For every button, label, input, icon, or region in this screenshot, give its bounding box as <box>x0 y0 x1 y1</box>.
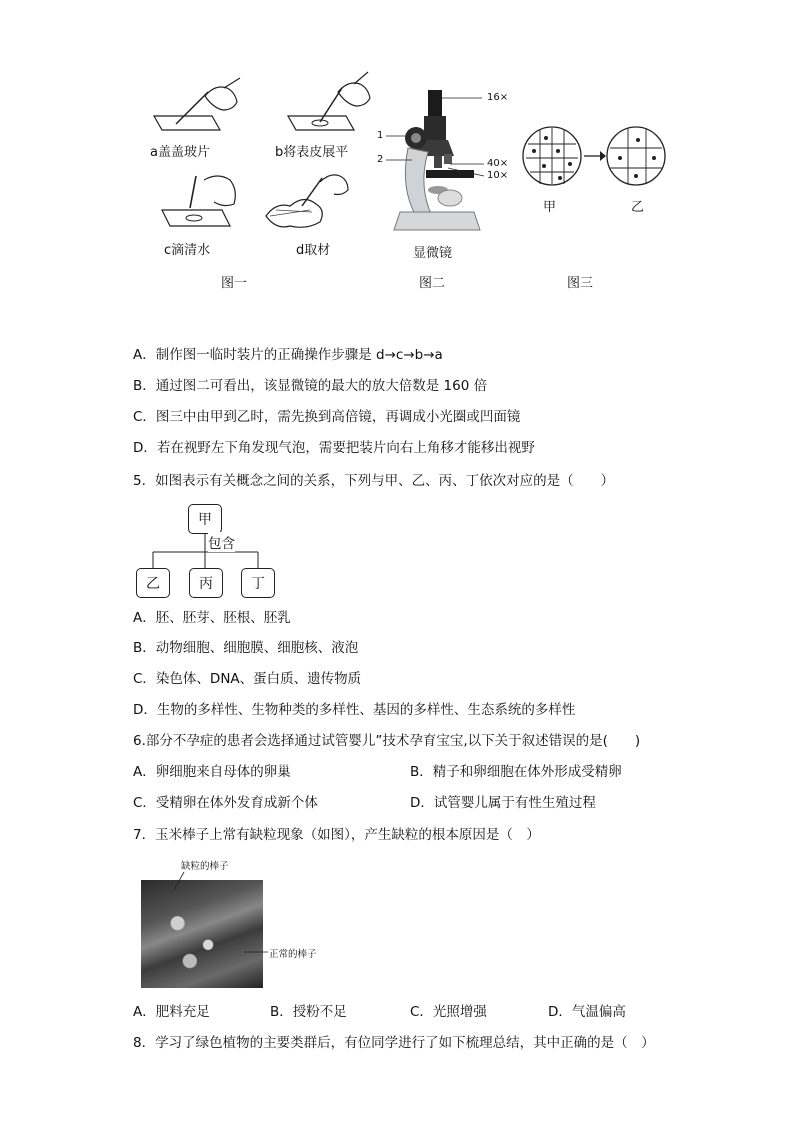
eyepiece-label: 16× <box>487 92 509 103</box>
step-c-label: c滴清水 <box>164 243 211 258</box>
cell-view-yi <box>606 126 668 188</box>
step-d-label: d取材 <box>296 243 331 258</box>
step-b-label: b将表皮展平 <box>275 145 349 160</box>
figure-three-caption: 图三 <box>567 276 594 291</box>
q4-option-c: C．图三中由甲到乙时，需先换到高倍镜，再调成小光圈或凹面镜 <box>133 409 521 425</box>
q6-option-d: D．试管婴儿属于有性生殖过程 <box>410 795 596 811</box>
q4-option-b: B．通过图二可看出，该显微镜的最大的放大倍数是 160 倍 <box>133 378 488 394</box>
q7-stem: 7．玉米棒子上常有缺粒现象（如图），产生缺粒的根本原因是（ ） <box>133 827 540 843</box>
q4-option-a: A．制作图一临时装片的正确操作步骤是 d→c→b→a <box>133 347 443 363</box>
cell-view-jia-label: 甲 <box>543 200 557 215</box>
concept-connector-lines <box>150 532 262 572</box>
objective-10-label: 10× <box>487 170 509 181</box>
q7-option-d: D．气温偏高 <box>548 1004 626 1020</box>
spread-epidermis-illustration <box>278 72 378 136</box>
q6-option-a: A．卵细胞来自母体的卵巢 <box>133 764 291 780</box>
concept-box-jia: 甲 <box>188 504 222 534</box>
concept-box-bing: 丙 <box>189 568 223 598</box>
step-a-label: a盖盖玻片 <box>150 145 210 160</box>
q5-option-d: D．生物的多样性、生物种类的多样性、基因的多样性、生态系统的多样性 <box>133 702 576 718</box>
q6-option-c: C．受精卵在体外发育成新个体 <box>133 795 318 811</box>
missing-kernel-cob-label: 缺粒的棒子 <box>180 858 230 872</box>
figure-one-caption: 图一 <box>221 276 248 291</box>
take-material-illustration <box>262 172 358 232</box>
concept-box-yi: 乙 <box>136 568 170 598</box>
cell-view-yi-label: 乙 <box>631 200 645 215</box>
q5-option-c: C．染色体、DNA、蛋白质、遗传物质 <box>133 671 362 687</box>
cover-slip-illustration <box>150 78 250 138</box>
concept-relation-label: 包含 <box>208 532 235 552</box>
drip-water-illustration <box>160 170 260 232</box>
cell-view-jia <box>522 126 584 188</box>
q6-stem: 6.部分不孕症的患者会选择通过试管婴儿”技术孕育宝宝,以下关于叙述错误的是( ) <box>133 733 641 749</box>
concept-box-ding: 丁 <box>241 568 275 598</box>
q5-option-a: A．胚、胚芽、胚根、胚乳 <box>133 610 291 626</box>
fine-adjuster-label: 2 <box>377 154 384 165</box>
q7-option-b: B．授粉不足 <box>270 1004 347 1020</box>
q4-option-d: D．若在视野左下角发现气泡，需要把装片向右上角移才能移出视野 <box>133 440 535 456</box>
q5-option-b: B．动物细胞、细胞膜、细胞核、液泡 <box>133 640 359 656</box>
q8-stem: 8．学习了绿色植物的主要类群后，有位同学进行了如下梳理总结，其中正确的是（ ） <box>133 1035 655 1051</box>
objective-40-label: 40× <box>487 158 509 169</box>
q5-stem: 5．如图表示有关概念之间的关系，下列与甲、乙、丙、丁依次对应的是（ ） <box>133 473 615 489</box>
microscope-name-label: 显微镜 <box>413 246 453 261</box>
label-pointer-lines <box>150 868 280 958</box>
arrow-icon <box>584 150 606 162</box>
q7-option-a: A．肥料充足 <box>133 1004 210 1020</box>
figure-two-caption: 图二 <box>419 276 446 291</box>
normal-cob-label: 正常的棒子 <box>268 946 318 960</box>
q7-option-c: C．光照增强 <box>410 1004 487 1020</box>
coarse-adjuster-label: 1 <box>377 130 384 141</box>
q6-option-b: B．精子和卵细胞在体外形成受精卵 <box>410 764 622 780</box>
